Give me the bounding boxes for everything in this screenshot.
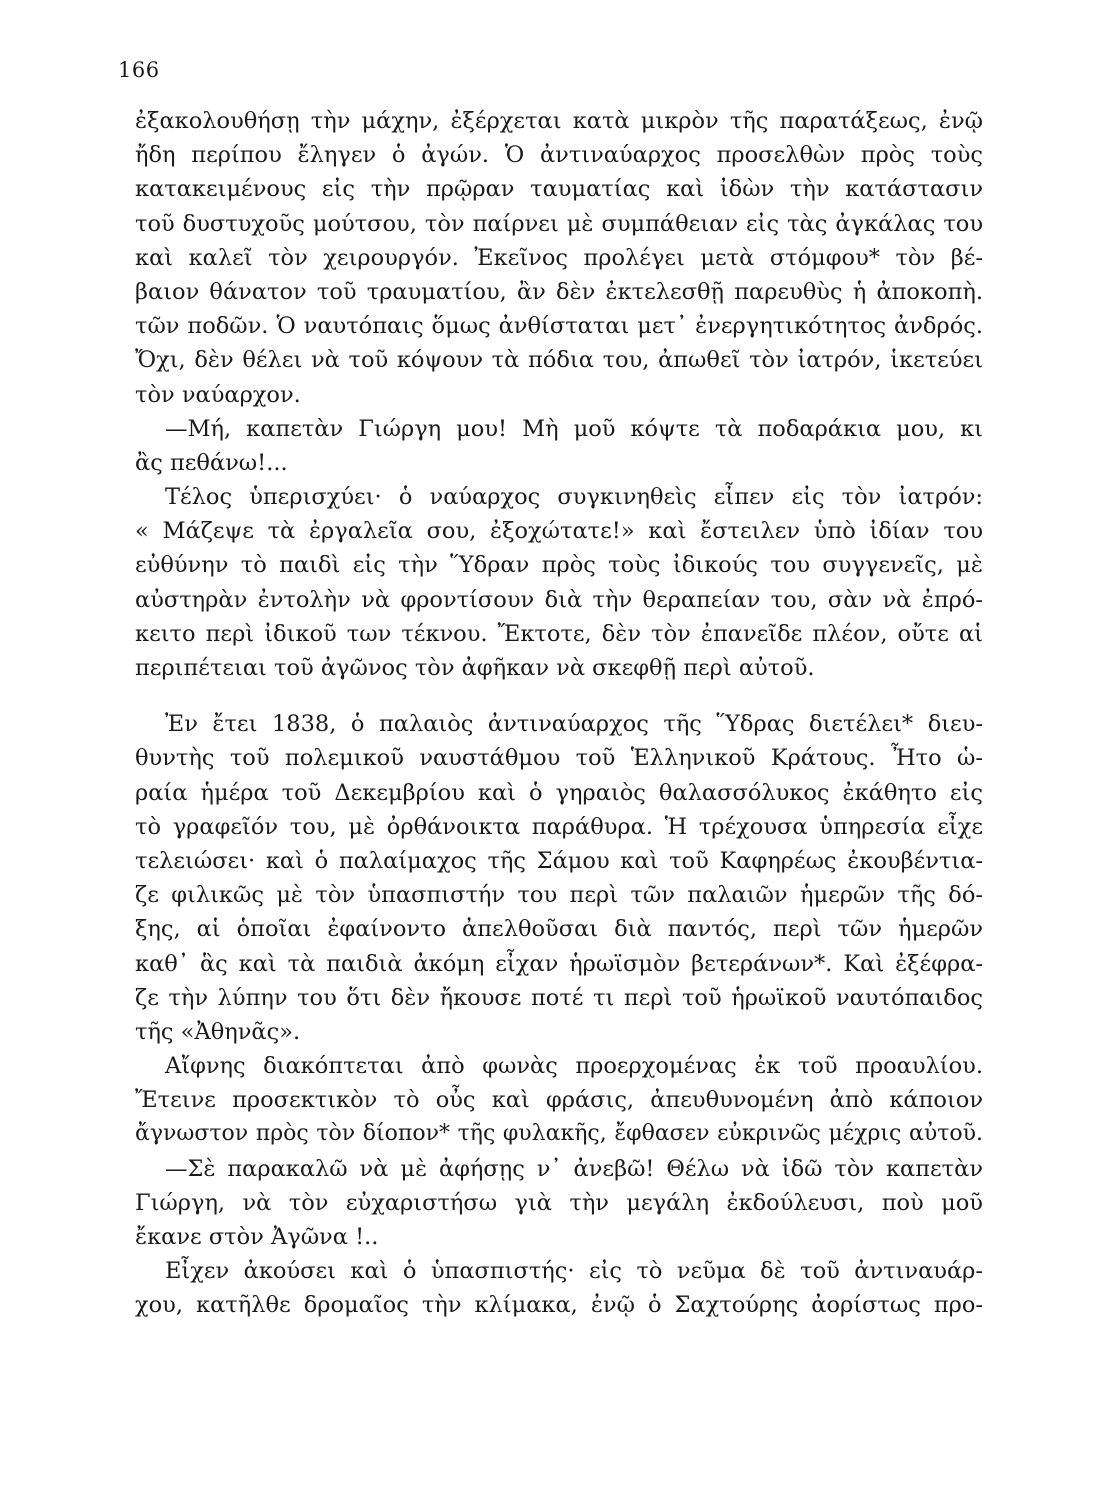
dialogue-line: Γιώργη, νὰ τὸν εὐχαριστήσω γιὰ τὴν μεγάλη ἐκδούλευσι, ποὺ μοῦ <box>135 1189 983 1216</box>
text-line: Τέλος ὑπερισχύει· ὁ ναύαρχος συγκινηθεὶς εἶπεν εἰς τὸν ἰατρόν: <box>165 484 983 511</box>
text-line: τὸ γραφεῖόν του, μὲ ὀρθάνοικτα παράθυρα. Ἡ τρέχουσα ὑπηρεσία εἶχε <box>135 813 983 840</box>
text-line: τῶν ποδῶν. Ὁ ναυτόπαις ὅμως ἀνθίσταται μετ᾽ ἐνεργητικότητος ἀνδρός. <box>135 313 983 340</box>
text-line: βαιον θάνατον τοῦ τραυματίου, ἂν δὲν ἐκτελεσθῇ παρευθὺς ἡ ἀποκοπὴ. <box>135 278 983 305</box>
text-line: Ἔτεινε προσεκτικὸν τὸ οὖς καὶ φράσις, ἀπευθυνομένη ἀπὸ κάποιον <box>135 1087 983 1114</box>
text-line: Εἶχεν ἀκούσει καὶ ὁ ὑπασπιστής· εἰς τὸ νεῦμα δὲ τοῦ ἀντιναυάρ- <box>165 1258 983 1285</box>
text-line: ἄγνωστον πρὸς τὸν δίοπον* τῆς φυλακῆς, ἔφθασεν εὐκρινῶς μέχρις αὐτοῦ. <box>135 1121 983 1147</box>
text-line: κατακειμένους εἰς τὴν πρῷραν ταυματίας καὶ ἰδὼν τὴν κατάστασιν <box>135 176 983 203</box>
text-line: Ἐν ἔτει 1838, ὁ παλαιὸς ἀντιναύαρχος τῆς Ὕδρας διετέλει* διευ- <box>165 711 983 738</box>
text-line: ζε φιλικῶς μὲ τὸν ὑπασπιστήν του περὶ τῶν παλαιῶν ἡμερῶν τῆς δό- <box>135 882 983 909</box>
text-line: αὐστηρὰν ἐντολὴν νὰ φροντίσουν διὰ τὴν θεραπείαν του, σὰν νὰ ἐπρό- <box>135 586 983 613</box>
text-line: Ὄχι, δὲν θέλει νὰ τοῦ κόψουν τὰ πόδια του, ἀπωθεῖ τὸν ἰατρόν, ἱκετεύει <box>135 347 983 374</box>
section-gap <box>135 685 983 707</box>
page-number: 166 <box>118 58 160 82</box>
text-line: τοῦ δυστυχοῦς μούτσου, τὸν παίρνει μὲ συμπάθειαν εἰς τὰς ἀγκάλας του <box>135 210 983 237</box>
body-text <box>135 104 983 1323</box>
text-line: ἐξακολουθήσῃ τὴν μάχην, ἐξέρχεται κατὰ μικρὸν τῆς παρατάξεως, ἐνῷ <box>135 108 983 134</box>
text-line: τελειώσει· καὶ ὁ παλαίμαχος τῆς Σάμου καὶ τοῦ Καφηρέως ἐκουβέντια- <box>135 847 983 874</box>
text-line: Αἴφνης διακόπτεται ἀπὸ φωνὰς προερχομένας ἐκ τοῦ προαυλίου. <box>165 1053 983 1080</box>
text-line: « Μάζεψε τὰ ἐργαλεῖα σου, ἐξοχώτατε!» καὶ ἔστειλεν ὑπὸ ἰδίαν του <box>135 518 983 545</box>
dialogue-line: ἔκανε στὸν Ἀγῶνα !.. <box>135 1224 379 1250</box>
dialogue-line: ἂς πεθάνω!... <box>135 449 288 476</box>
text-line: καθ᾽ ἃς καὶ τὰ παιδιὰ ἀκόμη εἶχαν ἡρωϊσμὸν βετεράνων*. Καὶ ἐξέφρα- <box>135 950 983 977</box>
text-line: καὶ καλεῖ τὸν χειρουργόν. Ἐκεῖνος προλέγει μετὰ στόμφου* τὸν βέ- <box>135 244 983 271</box>
text-line: περιπέτειαι τοῦ ἀγῶνος τὸν ἀφῆκαν νὰ σκεφθῇ περὶ αὐτοῦ. <box>135 655 815 681</box>
dialogue-line: —Μή, καπετὰν Γιώργη μου! Μὴ μοῦ κόψτε τὰ ποδαράκια μου, κι <box>165 415 983 442</box>
text-line: ξης, αἱ ὁποῖαι ἐφαίνοντο ἀπελθοῦσαι διὰ παντός, περὶ τῶν ἡμερῶν <box>135 916 983 943</box>
text-line: θυντὴς τοῦ πολεμικοῦ ναυστάθμου τοῦ Ἑλληνικοῦ Κράτους. Ἦτο ὡ- <box>135 745 983 772</box>
text-line: ἤδη περίπου ἔληγεν ὁ ἀγών. Ὁ ἀντιναύαρχος προσελθὼν πρὸς τοὺς <box>135 142 983 169</box>
text-line: χου, κατῆλθε δρομαῖος τὴν κλίμακα, ἐνῷ ὁ Σαχτούρης ἀορίστως προ- <box>135 1292 983 1319</box>
text-line: εὐθύνην τὸ παιδὶ εἰς τὴν Ὕδραν πρὸς τοὺς ἰδικούς του συγγενεῖς, μὲ <box>135 552 983 579</box>
text-line: τὸν ναύαρχον. <box>135 381 301 408</box>
text-line: ζε τὴν λύπην του ὅτι δὲν ἤκουσε ποτέ τι περὶ τοῦ ἡρωϊκοῦ ναυτόπαιδος <box>135 984 983 1011</box>
dialogue-line: —Σὲ παρακαλῶ νὰ μὲ ἀφήσῃς ν᾽ ἀνεβῶ! Θέλω νὰ ἰδῶ τὸν καπετὰν <box>165 1155 983 1182</box>
text-line: κειτο περὶ ἰδικοῦ των τέκνου. Ἔκτοτε, δὲν τὸν ἐπανεῖδε πλέον, οὔτε αἱ <box>135 620 983 647</box>
text-line: τῆς «Ἀθηνᾶς». <box>135 1018 301 1045</box>
text-line: ραία ἡμέρα τοῦ Δεκεμβρίου καὶ ὁ γηραιὸς θαλασσόλυκος ἐκάθητο εἰς <box>135 779 983 806</box>
